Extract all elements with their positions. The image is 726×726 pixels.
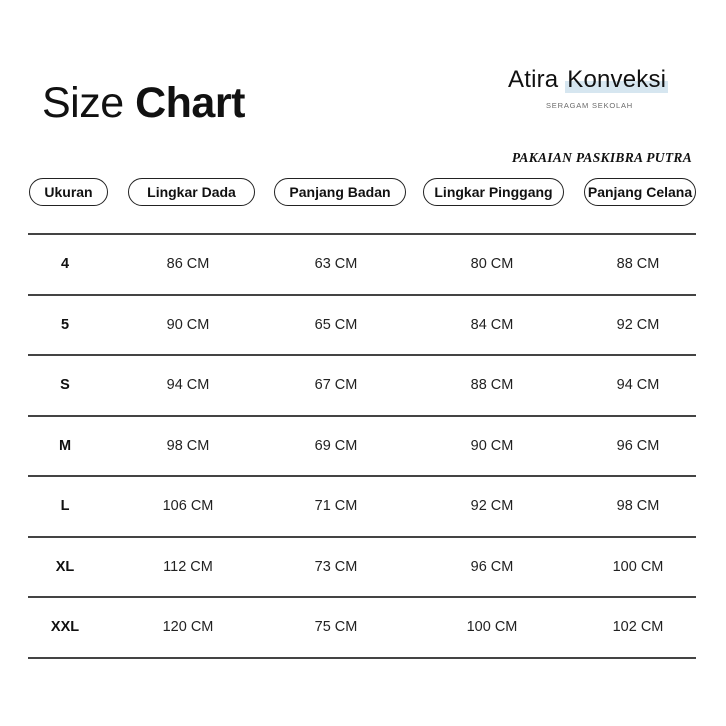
measurement-cell: 69 CM: [314, 437, 358, 454]
size-label: 5: [60, 316, 70, 333]
measurement-cell: 75 CM: [314, 619, 358, 635]
size-label: L: [60, 498, 70, 514]
table-divider: [28, 415, 696, 417]
size-label: M: [58, 437, 72, 454]
measurement-cell: 92 CM: [616, 316, 660, 333]
measurement-cell: 94 CM: [166, 377, 210, 393]
measurement-cell: 100 CM: [466, 619, 518, 635]
table-divider: [28, 294, 696, 296]
measurement-cell: 96 CM: [470, 558, 514, 575]
measurement-cell: 120 CM: [162, 619, 214, 635]
measurement-cell: 96 CM: [616, 437, 660, 454]
size-label: 4: [60, 256, 70, 272]
size-label: XXL: [50, 619, 80, 635]
measurement-cell: 73 CM: [314, 558, 358, 575]
column-header-lingkar-pinggang: Lingkar Pinggang: [423, 178, 564, 206]
measurement-cell: 90 CM: [166, 316, 210, 333]
size-label: XL: [55, 558, 75, 575]
measurement-cell: 71 CM: [314, 498, 358, 514]
measurement-cell: 94 CM: [616, 377, 660, 393]
measurement-cell: 100 CM: [612, 558, 664, 575]
measurement-cell: 106 CM: [162, 498, 214, 514]
table-divider: [28, 233, 696, 235]
table-divider: [28, 475, 696, 477]
brand-name-part2: Konveksi: [567, 66, 667, 93]
measurement-cell: 84 CM: [470, 316, 514, 333]
brand-logo: [508, 66, 668, 94]
subtitle: PAKAIAN PASKIBRA PUTRA: [511, 150, 692, 165]
measurement-cell: 98 CM: [166, 437, 210, 454]
column-header-panjang-celana: Panjang Celana: [584, 178, 696, 206]
measurement-cell: 86 CM: [166, 256, 210, 272]
table-divider: [28, 536, 696, 538]
measurement-cell: 102 CM: [612, 619, 664, 635]
measurement-cell: 90 CM: [470, 437, 514, 454]
measurement-cell: 98 CM: [616, 498, 660, 514]
measurement-cell: 88 CM: [616, 256, 660, 272]
brand-name-part1: Atira: [508, 66, 559, 93]
title-bold: Chart: [135, 79, 245, 127]
size-label: S: [60, 377, 70, 393]
table-divider: [28, 354, 696, 356]
measurement-cell: 112 CM: [163, 558, 213, 575]
page-title: [42, 79, 245, 127]
table-divider: [28, 657, 696, 659]
column-header-panjang-badan: Panjang Badan: [274, 178, 406, 206]
table-divider: [28, 596, 696, 598]
measurement-cell: 67 CM: [314, 377, 358, 393]
measurement-cell: 65 CM: [314, 316, 358, 333]
column-header-lingkar-dada: Lingkar Dada: [128, 178, 255, 206]
title-light: Size: [42, 79, 124, 127]
column-header-ukuran: Ukuran: [29, 178, 108, 206]
brand-tagline: SERAGAM SEKOLAH: [546, 101, 634, 110]
measurement-cell: 63 CM: [314, 256, 358, 272]
measurement-cell: 80 CM: [470, 256, 514, 272]
measurement-cell: 92 CM: [470, 498, 514, 514]
measurement-cell: 88 CM: [470, 377, 514, 393]
